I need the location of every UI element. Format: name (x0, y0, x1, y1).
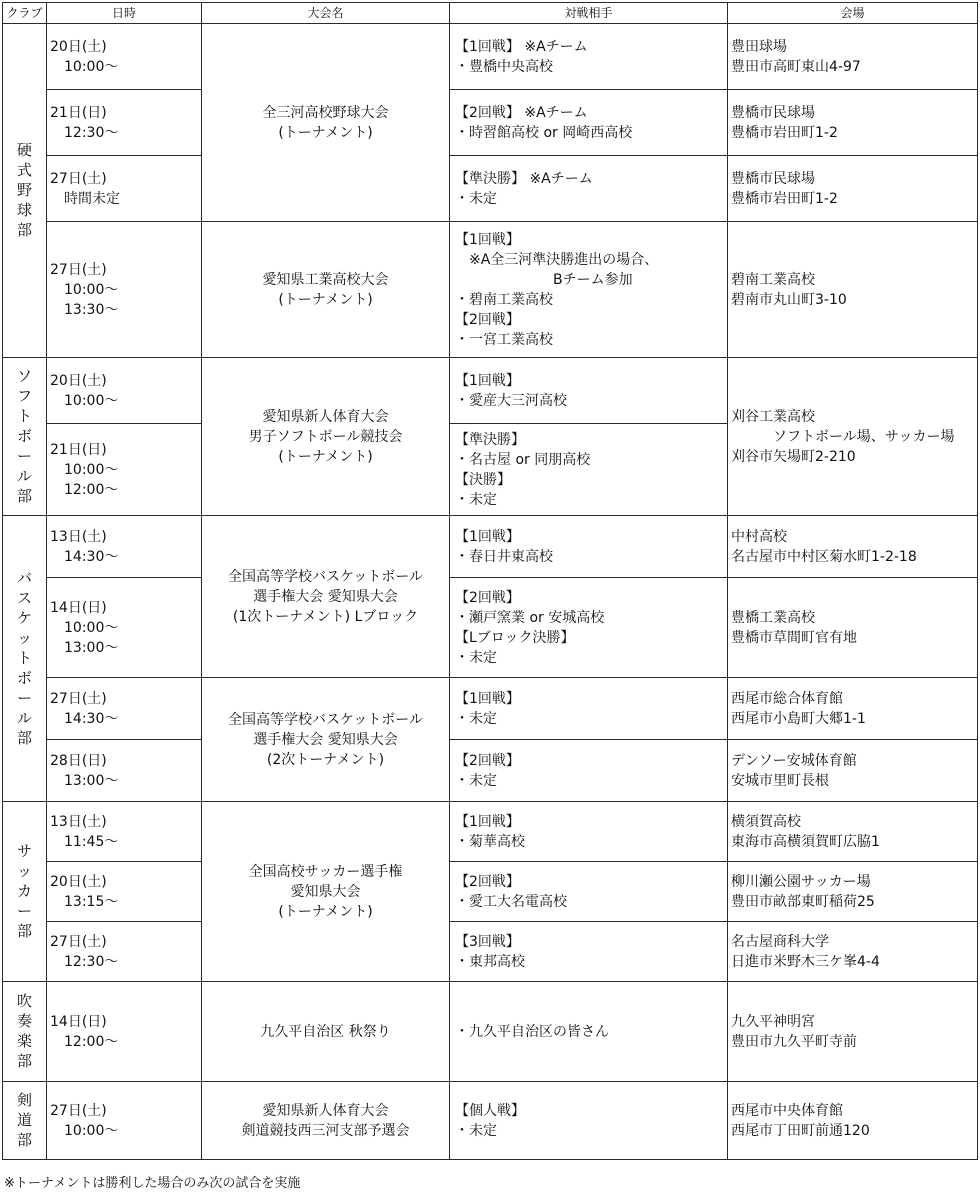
date-cell: 27日(土) 10:00～ (47, 1082, 202, 1160)
event-cell: 愛知県新人体育大会 男子ソフトボール競技会 (トーナメント) (202, 358, 450, 516)
date-cell: 14日(日) 12:00～ (47, 982, 202, 1082)
opponent-cell: 【準決勝】 ・名古屋 or 同朋高校 【決勝】 ・未定 (450, 424, 728, 516)
club-name: バスケットボール部 (16, 569, 32, 747)
date-cell: 13日(土) 11:45～ (47, 802, 202, 862)
opponent-cell: 【2回戦】 ・瀬戸窯業 or 安城高校 【Lブロック決勝】 ・未定 (450, 578, 728, 678)
venue-cell: 名古屋商科大学 日進市米野木三ケ峯4-4 (728, 922, 978, 982)
schedule-table (2, 2, 978, 1160)
header-club: クラブ (3, 3, 47, 24)
club-cell-soccer (3, 802, 47, 982)
opponent-cell: 【2回戦】 ※Aチーム ・時習館高校 or 岡崎西高校 (450, 90, 728, 156)
club-name: 硬式野球部 (16, 141, 32, 239)
opponent-cell: 【1回戦】 ・菊華高校 (450, 802, 728, 862)
date-cell: 20日(土) 10:00～ (47, 358, 202, 424)
opponent-cell: 【1回戦】 ※A全三河準決勝進出の場合、 Bチーム参加 ・碧南工業高校 【2回戦】 ・一宮工業高校 (450, 222, 728, 358)
table-row (3, 578, 978, 678)
header-date: 日時 (47, 3, 202, 24)
opponent-cell: 【1回戦】 ・春日井東高校 (450, 516, 728, 578)
event-cell: 九久平自治区 秋祭り (202, 982, 450, 1082)
date-cell: 27日(土) 12:30～ (47, 922, 202, 982)
venue-cell: 豊田球場 豊田市高町東山4-97 (728, 24, 978, 90)
opponent-cell: 【個人戦】 ・未定 (450, 1082, 728, 1160)
table-row (3, 862, 978, 922)
table-row (3, 90, 978, 156)
event-cell: 愛知県工業高校大会 (トーナメント) (202, 222, 450, 358)
opponent-cell: 【準決勝】 ※Aチーム ・未定 (450, 156, 728, 222)
date-cell: 27日(土) 14:30～ (47, 678, 202, 740)
venue-cell: 中村高校 名古屋市中村区菊水町1-2-18 (728, 516, 978, 578)
opponent-cell: 【1回戦】 ・未定 (450, 678, 728, 740)
venue-cell: デンソー安城体育館 安城市里町長根 (728, 740, 978, 802)
table-row (3, 516, 978, 578)
table-row (3, 802, 978, 862)
table-row (3, 358, 978, 424)
club-cell-baseball (3, 24, 47, 358)
header-venue: 会場 (728, 3, 978, 24)
venue-cell: 横須賀高校 東海市高横須賀町広脇1 (728, 802, 978, 862)
event-cell: 全国高校サッカー選手権 愛知県大会 (トーナメント) (202, 802, 450, 982)
table-row (3, 740, 978, 802)
header-row (3, 3, 978, 24)
date-cell: 28日(日) 13:00～ (47, 740, 202, 802)
table-row (3, 982, 978, 1082)
club-name: 吹奏楽部 (16, 992, 32, 1070)
club-name: サッカー部 (16, 842, 32, 940)
opponent-cell: 【1回戦】 ・愛産大三河高校 (450, 358, 728, 424)
opponent-cell: 【1回戦】 ※Aチーム ・豊橋中央高校 (450, 24, 728, 90)
date-cell: 27日(土) 10:00～ 13:30～ (47, 222, 202, 358)
club-cell-softball (3, 358, 47, 516)
date-cell: 21日(日) 10:00～ 12:00～ (47, 424, 202, 516)
club-cell-brass-band (3, 982, 47, 1082)
event-cell: 全国高等学校バスケットボール 選手権大会 愛知県大会 (1次トーナメント) Lブロック (202, 516, 450, 678)
venue-cell: 豊橋市民球場 豊橋市岩田町1-2 (728, 90, 978, 156)
footnote: ※トーナメントは勝利した場合のみ次の試合を実施 (4, 1176, 301, 1191)
venue-cell: 西尾市総合体育館 西尾市小島町大郷1-1 (728, 678, 978, 740)
venue-cell: 碧南工業高校 碧南市丸山町3-10 (728, 222, 978, 358)
date-cell: 20日(土) 13:15～ (47, 862, 202, 922)
club-cell-basketball (3, 516, 47, 802)
event-cell: 愛知県新人体育大会 剣道競技西三河支部予選会 (202, 1082, 450, 1160)
club-name: ソフトボール部 (16, 367, 32, 505)
venue-cell: 豊橋市民球場 豊橋市岩田町1-2 (728, 156, 978, 222)
header-event: 大会名 (202, 3, 450, 24)
venue-cell: 刈谷工業高校 ソフトボール場、サッカー場 刈谷市矢場町2-210 (728, 358, 978, 516)
table-row (3, 1082, 978, 1160)
club-cell-kendo (3, 1082, 47, 1160)
club-name: 剣道部 (16, 1091, 32, 1149)
date-cell: 14日(日) 10:00～ 13:00～ (47, 578, 202, 678)
date-cell: 13日(土) 14:30～ (47, 516, 202, 578)
table-row (3, 222, 978, 358)
opponent-cell: 【3回戦】 ・東邦高校 (450, 922, 728, 982)
venue-cell: 九久平神明宮 豊田市九久平町寺前 (728, 982, 978, 1082)
table-row (3, 678, 978, 740)
date-cell: 20日(土) 10:00～ (47, 24, 202, 90)
date-cell: 27日(土) 時間未定 (47, 156, 202, 222)
venue-cell: 柳川瀬公園サッカー場 豊田市畝部東町稲荷25 (728, 862, 978, 922)
event-cell: 全三河高校野球大会 (トーナメント) (202, 24, 450, 222)
opponent-cell: 【2回戦】 ・愛工大名電高校 (450, 862, 728, 922)
header-opponent: 対戦相手 (450, 3, 728, 24)
venue-cell: 豊橋工業高校 豊橋市草間町官有地 (728, 578, 978, 678)
date-cell: 21日(日) 12:30～ (47, 90, 202, 156)
table-row (3, 156, 978, 222)
opponent-cell: ・九久平自治区の皆さん (450, 982, 728, 1082)
venue-cell: 西尾市中央体育館 西尾市丁田町前通120 (728, 1082, 978, 1160)
event-cell: 全国高等学校バスケットボール 選手権大会 愛知県大会 (2次トーナメント) (202, 678, 450, 802)
table-row (3, 922, 978, 982)
opponent-cell: 【2回戦】 ・未定 (450, 740, 728, 802)
table-row (3, 24, 978, 90)
